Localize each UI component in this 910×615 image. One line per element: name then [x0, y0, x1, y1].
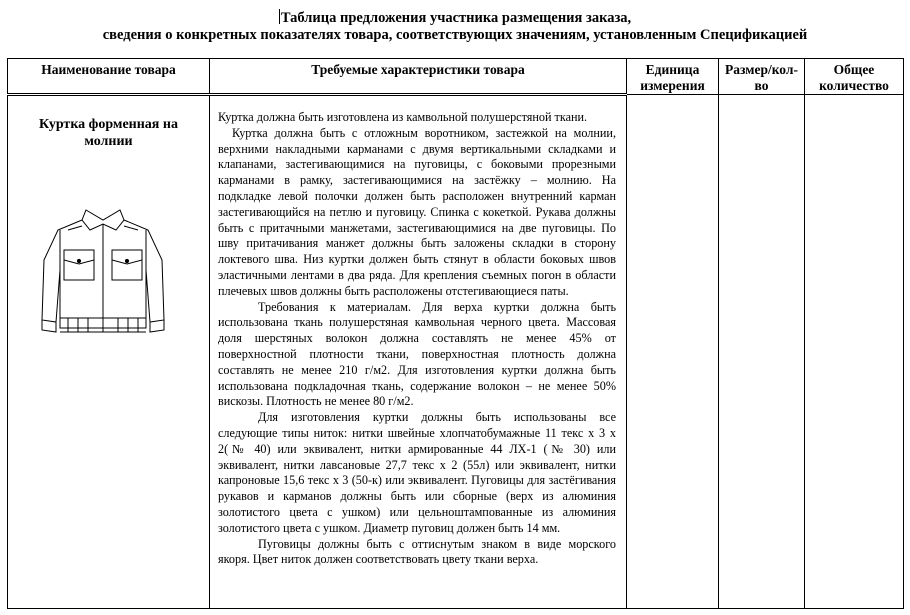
- column-header-name: Наименование товара: [8, 59, 210, 95]
- spec-paragraph: Пуговицы должны быть с оттиснутым знаком в виде морского якоря. Цвет ниток должен соответствовать цвету ткани верха.: [218, 536, 616, 567]
- page-title-line-1: Таблица предложения участника размещения заказа,: [280, 10, 632, 26]
- spec-paragraph: Требования к материалам. Для верха куртки должна быть использована ткань полушерстяная камвольная черного цвета. Массовая доля шерстяных волокон должна составлять не менее 45% от поверхностной плотности ткани, поверхностная плотность должна составлять не менее 210 г/м2. Для изготовления куртки должна быть использована подкладочная ткань, содержание волокон – не менее 50% вискозы. Плотность не менее 80 г/м2.: [218, 299, 616, 409]
- unit-cell[interactable]: [627, 95, 719, 609]
- item-characteristics-cell: [210, 95, 627, 609]
- spec-paragraph: Куртка должна быть изготовлена из камвольной полушерстяной ткани.: [218, 110, 588, 124]
- item-name-cell: [8, 95, 210, 609]
- spec-paragraph: Куртка должна быть с отложным воротником, застежкой на молнии, верхними накладными карманами с двумя вертикальными складками и клапанами, застегивающимися на пуговицы, с боковыми прорезными карманами в рамку, застегивающимися на застёжку – молнию. На подкладке левой полочки должен быть расположен внутренний карман застегивающийся на петлю и пуговицу. Спинка с кокеткой. Рукава должны быть с притачными манжетами, застегивающимися на две пуговицы. По шву притачивания манжет должны быть заложены складки в сторону локтевого шва. Низ куртки должен быть стянут в области боковых швов эластичными лентами в два ряда. Для крепления съемных погон в области плечевых швов должны быть расположены отстегивающиеся паты.: [218, 125, 616, 298]
- table-header-row: [8, 59, 904, 95]
- proposal-table: [7, 58, 904, 609]
- jacket-drawing-icon: [38, 200, 168, 345]
- table-row: [8, 95, 904, 609]
- page-title-line-2: сведения о конкретных показателях товара, соответствующих значениям, установленным Спецификацией: [102, 27, 808, 43]
- total-cell[interactable]: [805, 95, 904, 609]
- column-header-characteristics: Требуемые характеристики товара: [210, 59, 627, 95]
- item-name: Куртка форменная на молнии: [39, 117, 178, 149]
- spec-paragraph: Для изготовления куртки должны быть использованы все следующие типы ниток: нитки швейные хлопчатобумажные 11 текс х 3 х 2(№ 40) или эквивалент, нитки армированные 44 ЛХ-1 (№ 30) или эквивалент, нитки лавсановые 27,7 текс х 2 (55л) или эквивалент, нитки капроновые 15,6 текс х 3 (50-к) или эквивалент. Пуговицы для застёгивания рукавов и карманов должны быть или сборные (верх из алюминия золотистого цвета с ушком) или цельноштампованные из алюминия золотистого цвета с ушком. Диаметр пуговиц должен быть 14 мм.: [218, 410, 616, 535]
- column-header-unit: Единица измерения: [627, 59, 719, 95]
- column-header-total: Общее количество: [805, 59, 904, 95]
- column-header-size-qty: Размер/кол-во: [719, 59, 805, 95]
- size-qty-cell[interactable]: [719, 95, 805, 609]
- text-cursor: [279, 9, 280, 24]
